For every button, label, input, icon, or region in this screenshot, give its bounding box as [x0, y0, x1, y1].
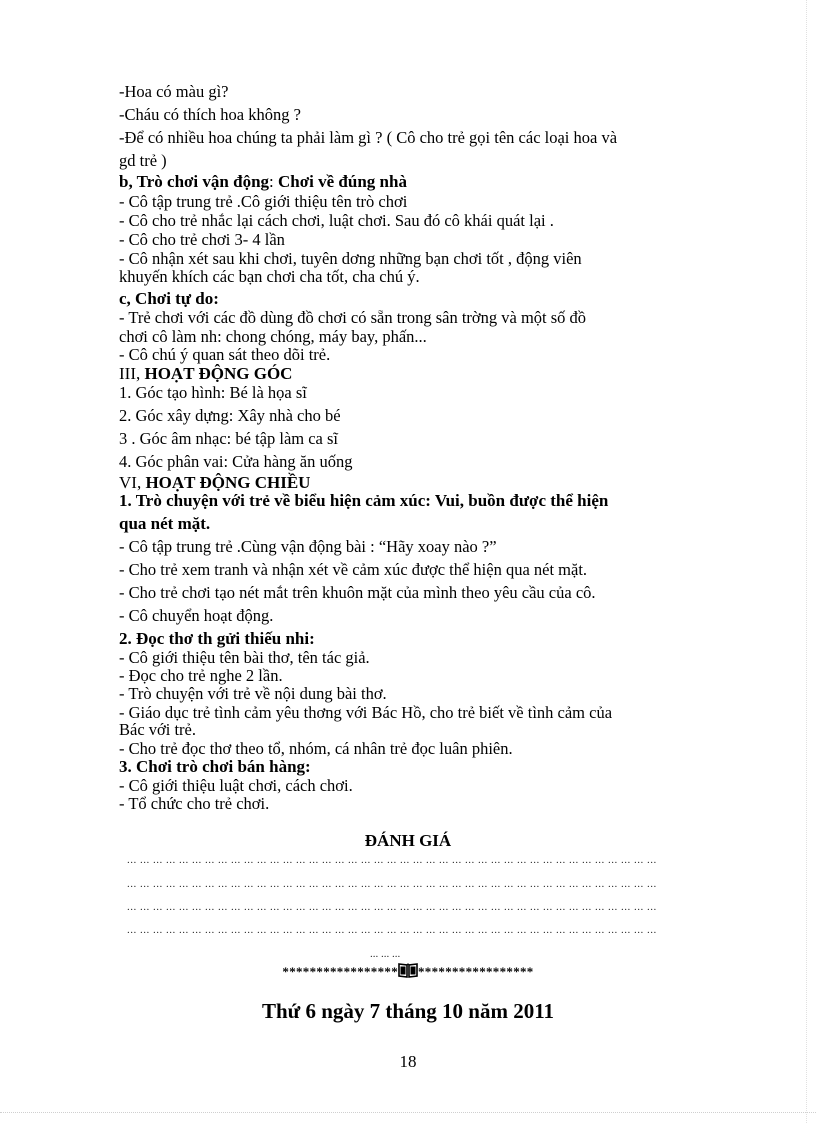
- text-line: gd trẻ ): [119, 151, 167, 170]
- list-item: - Trẻ chơi với các đồ dùng đồ chơi có sẵn trong sân trờng và một số đồ: [119, 308, 587, 327]
- list-item: - Cho trẻ đọc thơ theo tổ, nhóm, cá nhân trẻ đọc luân phiên.: [119, 739, 513, 758]
- list-item: - Giáo dục trẻ tình cảm yêu thơng với Bác Hồ, cho trẻ biết về tình cảm của: [119, 703, 613, 722]
- chieu-1-heading-cont: qua nét mặt.: [119, 514, 211, 533]
- section-c-heading: c, Chơi tự do:: [119, 289, 219, 308]
- dotted-line: ... ... ... ... ... ... ... ... ... ... ... ... ... ... ... ... ... ... ... ... ... ... ... ... ... ... ... ... ... ... ... ... ... ... ... ... ... ... ... ... ...: [127, 878, 657, 890]
- dotted-line-tail: ... ... ...: [370, 948, 401, 960]
- dotted-line: ... ... ... ... ... ... ... ... ... ... ... ... ... ... ... ... ... ... ... ... ... ... ... ... ... ... ... ... ... ... ... ... ... ... ... ... ... ... ... ... ...: [127, 924, 657, 936]
- book-icon: [398, 962, 418, 984]
- text-line: -Để có nhiều hoa chúng ta phải làm gì ? ( Cô cho trẻ gọi tên các loại hoa và: [119, 128, 618, 147]
- list-item: - Cô nhận xét sau khi chơi, tuyên dơng những bạn chơi tốt , động viên: [119, 249, 582, 268]
- page-right-edge: [806, 0, 807, 1123]
- list-item: - Cô giới thiệu tên bài thơ, tên tác giả.: [119, 648, 370, 667]
- list-item: - Cô cho trẻ chơi 3- 4 lần: [119, 230, 285, 249]
- section-3-heading: III, HOẠT ĐỘNG GÓC: [119, 364, 293, 383]
- list-item: - Cô chuyển hoạt động.: [119, 606, 274, 625]
- section-6-heading: VI, HOẠT ĐỘNG CHIỀU: [119, 473, 311, 492]
- list-item: khuyến khích các bạn chơi cha tốt, cha chú ý.: [119, 267, 420, 286]
- text-line: -Hoa có màu gì?: [119, 82, 229, 101]
- list-item: chơi cô làm nh: chong chóng, máy bay, phấn...: [119, 327, 427, 346]
- list-item: - Tổ chức cho trẻ chơi.: [119, 794, 270, 813]
- list-item: - Cô chú ý quan sát theo dõi trẻ.: [119, 345, 331, 364]
- list-item: Bác với trẻ.: [119, 720, 196, 739]
- list-item: - Cô giới thiệu luật chơi, cách chơi.: [119, 776, 353, 795]
- list-item: - Đọc cho trẻ nghe 2 lần.: [119, 666, 283, 685]
- star-separator: ***************** *****************: [0, 962, 816, 984]
- date-heading: Thứ 6 ngày 7 tháng 10 năm 2011: [261, 999, 555, 1023]
- list-item: - Cho trẻ chơi tạo nét mắt trên khuôn mặt của mình theo yêu cầu của cô.: [119, 583, 596, 602]
- dotted-line: ... ... ... ... ... ... ... ... ... ... ... ... ... ... ... ... ... ... ... ... ... ... ... ... ... ... ... ... ... ... ... ... ... ... ... ... ... ... ... ... ...: [127, 901, 657, 913]
- text-line: -Cháu có thích hoa không ?: [119, 105, 301, 124]
- evaluation-title: ĐÁNH GIÁ: [364, 831, 452, 850]
- list-item: - Cô tập trung trẻ .Cô giới thiệu tên trò chơi: [119, 192, 408, 211]
- section-b-heading: b, Trò chơi vận động: Chơi về đúng nhà: [119, 172, 407, 191]
- page-number: 18: [399, 1052, 417, 1071]
- list-item: 4. Góc phân vai: Cửa hàng ăn uống: [119, 452, 353, 471]
- dotted-line: ... ... ... ... ... ... ... ... ... ... ... ... ... ... ... ... ... ... ... ... ... ... ... ... ... ... ... ... ... ... ... ... ... ... ... ... ... ... ... ... ...: [127, 854, 657, 866]
- list-item: - Cô tập trung trẻ .Cùng vận động bài : “Hãy xoay nào ?”: [119, 537, 497, 556]
- list-item: 3 . Góc âm nhạc: bé tập làm ca sĩ: [119, 429, 339, 448]
- list-item: - Cô cho trẻ nhắc lại cách chơi, luật chơi. Sau đó cô khái quát lại .: [119, 211, 554, 230]
- list-item: - Trò chuyện với trẻ về nội dung bài thơ.: [119, 684, 387, 703]
- chieu-2-heading: 2. Đọc thơ th gửi thiếu nhi:: [119, 629, 315, 648]
- page-bottom-edge: [0, 1112, 816, 1113]
- list-item: - Cho trẻ xem tranh và nhận xét về cảm xúc được thể hiện qua nét mặt.: [119, 560, 588, 579]
- chieu-3-heading: 3. Chơi trò chơi bán hàng:: [119, 757, 311, 776]
- chieu-1-heading: 1. Trò chuyện với trẻ về biểu hiện cảm xúc: Vui, buồn được thể hiện: [119, 491, 609, 510]
- list-item: 1. Góc tạo hình: Bé là họa sĩ: [119, 383, 307, 402]
- list-item: 2. Góc xây dựng: Xây nhà cho bé: [119, 406, 341, 425]
